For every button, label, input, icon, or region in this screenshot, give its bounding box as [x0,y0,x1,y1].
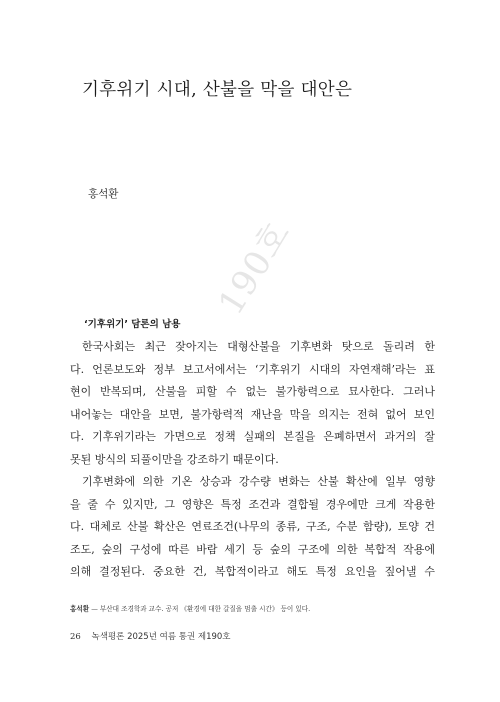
body-line: 내어놓는 대안을 보면, 불가항력적 재난을 막을 의지는 전혀 없어 보인 [70,407,435,421]
body-line: 한국사회는 최근 잦아지는 대형산불을 기후변화 탓으로 돌리려 한 [82,340,435,353]
body-line: 조도, 숲의 구성에 따른 바람 세기 등 숲의 구조에 의한 복합적 작용에 [70,542,435,556]
section-heading: ‘기후위기’ 담론의 남용 [84,319,181,330]
body-line: 다. 언론보도와 정부 보고서에서는 ‘기후위기 시대의 자연재해’라는 표 [70,362,435,376]
author-footnote [70,603,310,613]
watermark: 190호 [211,214,299,322]
page-number: 26 [70,632,81,642]
body-line: 의해 결정된다. 중요한 건, 복합적이라고 해도 특정 요인을 짚어낼 수 [70,565,435,578]
body-line: 기후변화에 의한 기온 상승과 강수량 변화는 산불 확산에 일부 영향 [82,475,435,488]
publication-info: 녹색평론 2025년 여름 통권 제190호 [91,632,231,642]
article-author: 홍석환 [88,188,119,200]
body-line: 을 줄 수 있지만, 그 영향은 특정 조건과 결합될 경우에만 크게 작용한 [70,497,435,511]
body-line: 다. 기후위기라는 가면으로 정책 실패의 본질을 은폐하면서 과거의 잘 [70,430,435,443]
footnote-author-name: 홍석환 [70,605,90,613]
footnote-text: — 부산대 조경학과 교수. 공저 《환경에 대한 갈질을 멈출 시간》 등이 있다. [89,605,311,613]
page-footer [70,630,231,642]
body-line: 현이 반복되며, 산불을 피할 수 없는 불가항력으로 묘사한다. 그러나 [70,385,435,398]
article-title: 기후위기 시대, 산불을 막을 대안은 [82,80,353,100]
body-line: 다. 대체로 산불 확산은 연료조건(나무의 종류, 구조, 수분 함량), 토양 건 [70,520,435,533]
footnote-divider [70,596,435,597]
body-line: 못된 방식의 되풀이만을 강조하기 때문이다. [70,452,279,466]
body-text [70,336,435,584]
